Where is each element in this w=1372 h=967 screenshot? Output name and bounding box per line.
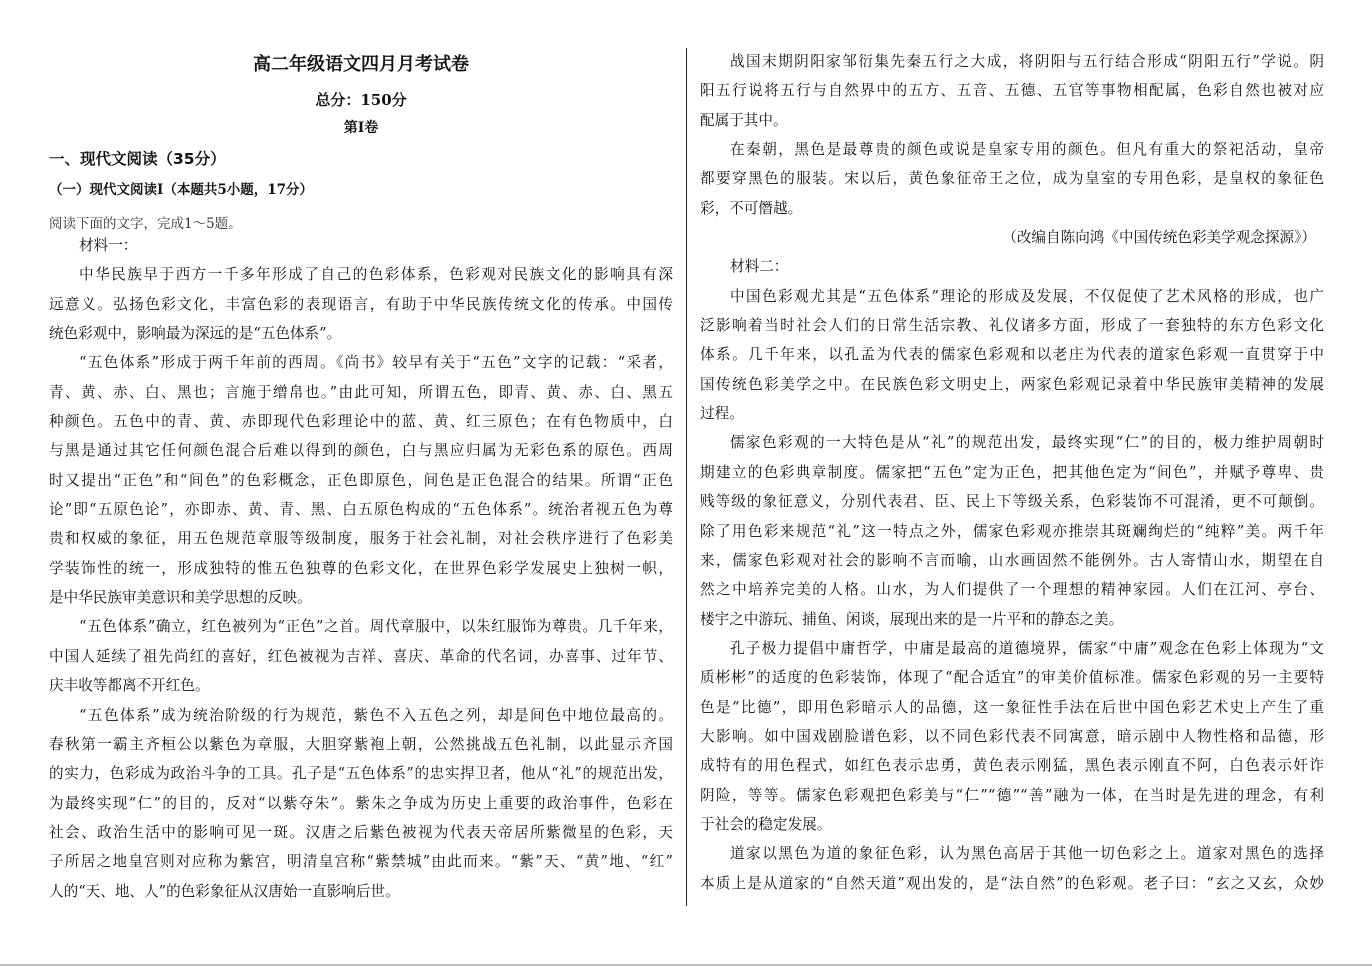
paragraph-line: “五色体系”成为统治阶级的行为规范，紫色不入五色之列，却是间色中地位最高的。 [79,706,673,724]
paragraph-line: 统色彩观中，影响最为深远的是“五色体系”。 [49,325,342,343]
paragraph-line: 道家以黑色为道的象征色彩，认为黑色高居于其他一切色彩之上。道家对黑色的选择 [730,845,1324,863]
paragraph-line: 战国末期阴阳家邹衍集先秦五行之大成，将阴阳与五行结合形成“阴阳五行”学说。阴 [730,53,1324,70]
paragraph-line: 时又提出“正色”和“间色”的色彩概念，正色即原色，间色是正色混合的结果。所谓“正色 [49,471,673,489]
exam-title: 高二年级语文四月月考试卷 [253,54,469,75]
paragraph-line: 贵和权威的象征，用五色规范章服等级制度，服务于社会礼制，对社会秩序进行了色彩美 [49,530,673,548]
paragraph-line: 学装饰性的统一，形成独特的惟五色独尊的色彩文化，在世界色彩学发展史上独树一帜， [49,559,673,577]
paragraph-line: 与黑是通过其它任何颜色混合后难以得到的颜色，白与黑应归属为无彩色系的原色。西周 [49,442,673,460]
paragraph-line: 春秋第一霸主齐桓公以紫色为章服，大胆穿紫袍上朝，公然挑战五色礼制，以此显示齐国 [49,735,673,753]
paragraph-line: 贱等级的象征意义，分别代表君、臣、民上下等级关系，色彩装饰不可混淆，更不可颠倒。 [700,493,1324,511]
paragraph-line: 中国人延续了祖先尚红的喜好，红色被视为吉祥、喜庆、革命的代名词，办喜事、过年节、 [49,647,673,665]
paragraph-line: 中国色彩观尤其是“五色体系”理论的形成及发展，不仅促使了艺术风格的形成，也广 [730,287,1324,305]
paragraph-line: “五色体系”确立，红色被列为“正色”之首。周代章服中，以朱红服饰为尊贵。几千年来， [79,618,673,636]
paragraph-line: 体系。几千年来，以孔孟为代表的儒家色彩观和以老庄为代表的道家色彩观一直贯穿于中 [700,346,1324,364]
paragraph-line: 在秦朝，黑色是最尊贵的颜色或说是皇家专用的颜色。但凡有重大的祭祀活动，皇帝 [730,141,1324,159]
paragraph-line: 远意义。弘扬色彩文化，丰富色彩的表现语言，有助于中华民族传统文化的传承。中国传 [49,295,673,313]
section-heading: 一、现代文阅读（35分） [49,150,226,168]
paragraph-line: 成特有的用色程式，如红色表示忠勇，黄色表示刚猛，黑色表示刚直不阿，白色表示奸诈 [700,757,1324,775]
instruction-text: 阅读下面的文字，完成1～5题。 [49,216,242,232]
paragraph-line: 论”即“五原色论”，亦即赤、黄、青、黑、白五原色构成的“五色体系”。统治者视五色为尊 [49,501,673,519]
paragraph-line: 社会、政治生活中的影响可见一斑。汉唐之后紫色被视为代表天帝居所紫微星的色彩，天 [49,823,673,841]
material-two-label: 材料二： [730,258,789,276]
paragraph-line: 中华民族早于西方一千多年形成了自己的色彩体系，色彩观对民族文化的影响具有深 [79,266,673,284]
paragraph-line: 过程。 [700,405,744,423]
paragraph-line: 的实力，色彩成为政治斗争的工具。孔子是“五色体系”的忠实捍卫者，他从“礼”的规范出发， [49,765,673,783]
paragraph-line: 色是“比德”，即用色彩暗示人的品德，这一象征性手法在后世中国色彩艺术史上产生了重 [700,698,1324,716]
page-bottom-border [0,964,1372,966]
paragraph-line: 本质上是从道家的“自然天道”观出发的，是“法自然”的色彩观。老子曰：“玄之又玄，众妙 [700,874,1324,892]
paragraph-line: 除了用色彩来规范“礼”这一特点之外，儒家色彩观亦推崇其斑斓绚烂的“纯粹”美。两千年 [700,522,1324,540]
paragraph-line: 楼宇之中游玩、捕鱼、闲谈，展现出来的是一片平和的静态之美。 [700,610,1124,628]
subsection-heading: （一）现代文阅读I（本题共5小题，17分） [49,182,313,198]
paragraph-line: 阴险，等等。儒家色彩观把色彩美与“仁”“德”“善”融为一体，在当时是先进的理念，有利 [700,786,1324,804]
volume-label: 第I卷 [343,120,379,136]
paragraph-line: 子所居之地皇宫则对应称为紫宫，明清皇宫称“紫禁城”由此而来。“紫”天、“黄”地、“红” [49,853,673,871]
paragraph-line: 质彬彬”的适度的色彩装饰，体现了“配合适宜”的审美价值标准。儒家色彩观的另一主要特 [700,669,1324,687]
left-column [49,231,673,906]
paragraph-line: 来，儒家色彩观对社会的影响不言而喻，山水画固然不能例外。古人寄情山水，期望在自 [700,551,1324,569]
paragraph-line: 国传统色彩美学之中。在民族色彩文明史上，两家色彩观记录着中华民族审美精神的发展 [700,375,1324,393]
paragraph-line: 然之中培养完美的人格。山水，为人们提供了一个理想的精神家园。人们在江河、亭台、 [700,581,1324,599]
right-column [700,47,1324,898]
paragraph-line: 都要穿黑色的服装。宋以后，黄色象征帝王之位，成为皇室的专用色彩，是皇权的象征色 [700,170,1324,188]
source-citation: （改编自陈向鸿《中国传统色彩美学观念探源》） [1002,229,1316,247]
paragraph-line: 期建立的色彩典章制度。儒家把“五色”定为正色，把其他色定为“间色”，并赋予尊卑、贵 [700,463,1324,481]
paragraph-line: 人的“天、地、人”的色彩象征从汉唐始一直影响后世。 [49,882,400,900]
paragraph-line: 为最终实现“仁”的目的，反对“以紫夺朱”。紫朱之争成为历史上重要的政治事件，色彩在 [49,794,673,812]
paragraph-line: 庆丰收等都离不开红色。 [49,677,210,695]
material-one-label: 材料一： [79,237,138,254]
paragraph-line: 种颜色。五色中的青、黄、赤即现代色彩理论中的蓝、黄、红三原色；在有色物质中，白 [49,413,673,431]
paragraph-line: 彩，不可僭越。 [700,199,803,217]
paragraph-line: 于社会的稳定发展。 [700,815,832,833]
paragraph-line: 大影响。如中国戏剧脸谱色彩，以不同色彩代表不同寓意，暗示剧中人物性格和品德，形 [700,727,1324,745]
paragraph-line: 配属于其中。 [700,111,788,129]
paragraph-line: 孔子极力提倡中庸哲学，中庸是最高的道德境界，儒家“中庸”观念在色彩上体现为“文 [730,639,1324,657]
paragraph-line: 阳五行说将五行与自然界中的五方、五音、五德、五官等事物相配属，色彩自然也被对应 [700,82,1324,100]
paragraph-line: 泛影响着当时社会人们的日常生活宗教、礼仪诸多方面，形成了一套独特的东方色彩文化 [700,317,1324,335]
column-divider [686,48,687,906]
paragraph-line: “五色体系”形成于两千年前的西周。《尚书》较早有关于“五色”文字的记载：“采者， [79,354,673,372]
paragraph-line: 儒家色彩观的一大特色是从“礼”的规范出发，最终实现“仁”的目的，极力维护周朝时 [730,434,1324,452]
paragraph-line: 是中华民族审美意识和美学思想的反映。 [49,589,312,607]
paragraph-line: 青、黄、赤、白、黑也；言施于缯帛也。”由此可知，所谓五色，即青、黄、赤、白、黑五 [49,383,673,401]
total-score: 总分：150分 [315,91,407,109]
